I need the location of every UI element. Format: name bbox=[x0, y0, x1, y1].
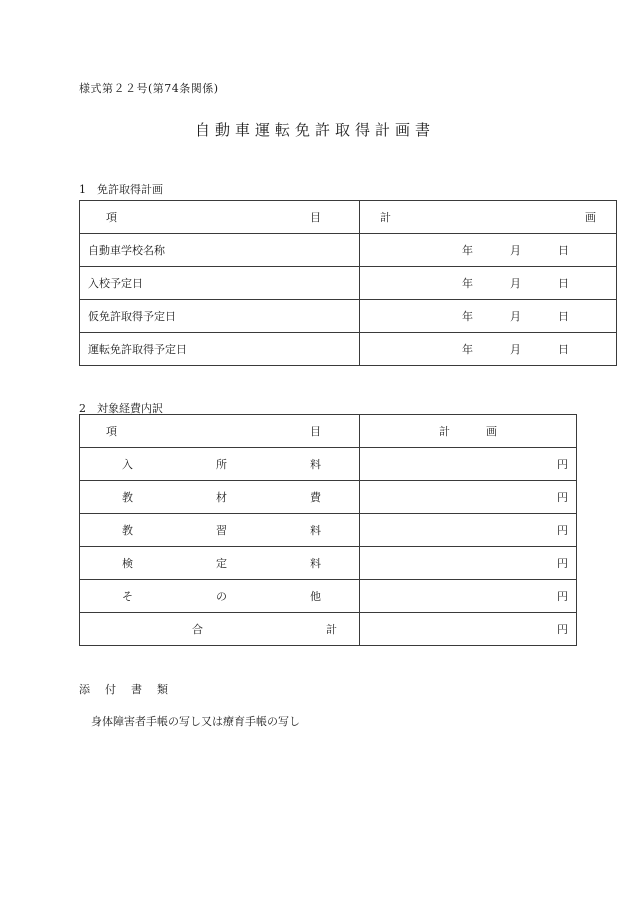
yen-unit: 円 bbox=[557, 557, 568, 570]
table-row bbox=[80, 234, 617, 267]
table-row bbox=[80, 448, 577, 481]
table-row bbox=[80, 514, 577, 547]
row-label: 入校予定日 bbox=[80, 267, 360, 300]
heading-char: 書 bbox=[131, 683, 142, 696]
row-label: 仮免許取得予定日 bbox=[80, 300, 360, 333]
year-unit: 年 bbox=[462, 244, 473, 257]
table-row bbox=[80, 481, 577, 514]
label-char: の bbox=[216, 590, 227, 603]
label-char: 教 bbox=[122, 524, 133, 537]
amount-field[interactable] bbox=[360, 580, 577, 613]
year-unit: 年 bbox=[462, 310, 473, 323]
section-number: 1 bbox=[79, 183, 86, 196]
heading-char: 類 bbox=[157, 683, 168, 696]
heading-char: 付 bbox=[105, 683, 116, 696]
yen-unit: 円 bbox=[557, 590, 568, 603]
form-number: 様式第２２号(第74条関係) bbox=[79, 82, 219, 95]
header-char: 計 bbox=[380, 211, 391, 224]
cost-breakdown-table bbox=[79, 414, 577, 646]
label-char: 教 bbox=[122, 491, 133, 504]
section-number: 2 bbox=[79, 402, 86, 415]
label-char: 料 bbox=[310, 458, 321, 471]
day-unit: 日 bbox=[558, 244, 569, 257]
yen-unit: 円 bbox=[557, 491, 568, 504]
amount-field[interactable] bbox=[360, 547, 577, 580]
table-row bbox=[80, 300, 617, 333]
header-char: 目 bbox=[310, 425, 321, 438]
header-item-cell bbox=[80, 415, 360, 448]
date-field[interactable] bbox=[360, 267, 617, 300]
date-field[interactable] bbox=[360, 333, 617, 366]
label-char: 合 bbox=[192, 623, 203, 636]
header-char: 計 bbox=[439, 425, 450, 438]
yen-unit: 円 bbox=[557, 524, 568, 537]
header-plan-cell bbox=[360, 415, 577, 448]
cost-item-label bbox=[80, 580, 360, 613]
cost-item-label bbox=[80, 514, 360, 547]
month-unit: 月 bbox=[510, 310, 521, 323]
cost-item-label bbox=[80, 481, 360, 514]
label-char: 計 bbox=[326, 623, 337, 636]
cost-item-label bbox=[80, 448, 360, 481]
section-title: 対象経費内訳 bbox=[97, 402, 163, 415]
month-unit: 月 bbox=[510, 277, 521, 290]
section-title: 免許取得計画 bbox=[97, 183, 163, 196]
table-row bbox=[80, 547, 577, 580]
yen-unit: 円 bbox=[557, 458, 568, 471]
day-unit: 日 bbox=[558, 343, 569, 356]
label-char: 料 bbox=[310, 524, 321, 537]
day-unit: 日 bbox=[558, 277, 569, 290]
total-label bbox=[80, 613, 360, 646]
header-char: 画 bbox=[585, 211, 596, 224]
total-row bbox=[80, 613, 577, 646]
month-unit: 月 bbox=[510, 343, 521, 356]
amount-field[interactable] bbox=[360, 514, 577, 547]
label-char: 入 bbox=[122, 458, 133, 471]
yen-unit: 円 bbox=[557, 623, 568, 636]
header-char: 目 bbox=[310, 211, 321, 224]
label-char: 検 bbox=[122, 557, 133, 570]
amount-field[interactable] bbox=[360, 448, 577, 481]
section-heading-license-plan bbox=[79, 181, 163, 197]
amount-field[interactable] bbox=[360, 481, 577, 514]
attachments-heading bbox=[79, 681, 183, 697]
label-char: 料 bbox=[310, 557, 321, 570]
label-char: 習 bbox=[216, 524, 227, 537]
license-plan-table bbox=[79, 200, 617, 366]
row-label: 運転免許取得予定日 bbox=[80, 333, 360, 366]
label-char: 費 bbox=[310, 491, 321, 504]
table-row bbox=[80, 333, 617, 366]
label-char: 材 bbox=[216, 491, 227, 504]
table-row bbox=[80, 267, 617, 300]
header-char: 項 bbox=[106, 211, 117, 224]
total-amount-field[interactable] bbox=[360, 613, 577, 646]
label-char: 定 bbox=[216, 557, 227, 570]
date-field[interactable] bbox=[360, 300, 617, 333]
header-char: 画 bbox=[486, 425, 497, 438]
month-unit: 月 bbox=[510, 244, 521, 257]
document-title: 自動車運転免許取得計画書 bbox=[194, 121, 435, 139]
row-label: 自動車学校名称 bbox=[80, 234, 360, 267]
table-header-row bbox=[80, 415, 577, 448]
day-unit: 日 bbox=[558, 310, 569, 323]
header-item-cell bbox=[80, 201, 360, 234]
cost-item-label bbox=[80, 547, 360, 580]
attachments-description: 身体障害者手帳の写し又は療育手帳の写し bbox=[91, 715, 300, 728]
header-char: 項 bbox=[106, 425, 117, 438]
year-unit: 年 bbox=[462, 343, 473, 356]
date-field[interactable] bbox=[360, 234, 617, 267]
header-plan-cell bbox=[360, 201, 617, 234]
heading-char: 添 bbox=[79, 683, 90, 696]
label-char: 所 bbox=[216, 458, 227, 471]
table-row bbox=[80, 580, 577, 613]
table-header-row bbox=[80, 201, 617, 234]
label-char: 他 bbox=[310, 590, 321, 603]
year-unit: 年 bbox=[462, 277, 473, 290]
label-char: そ bbox=[122, 590, 133, 603]
